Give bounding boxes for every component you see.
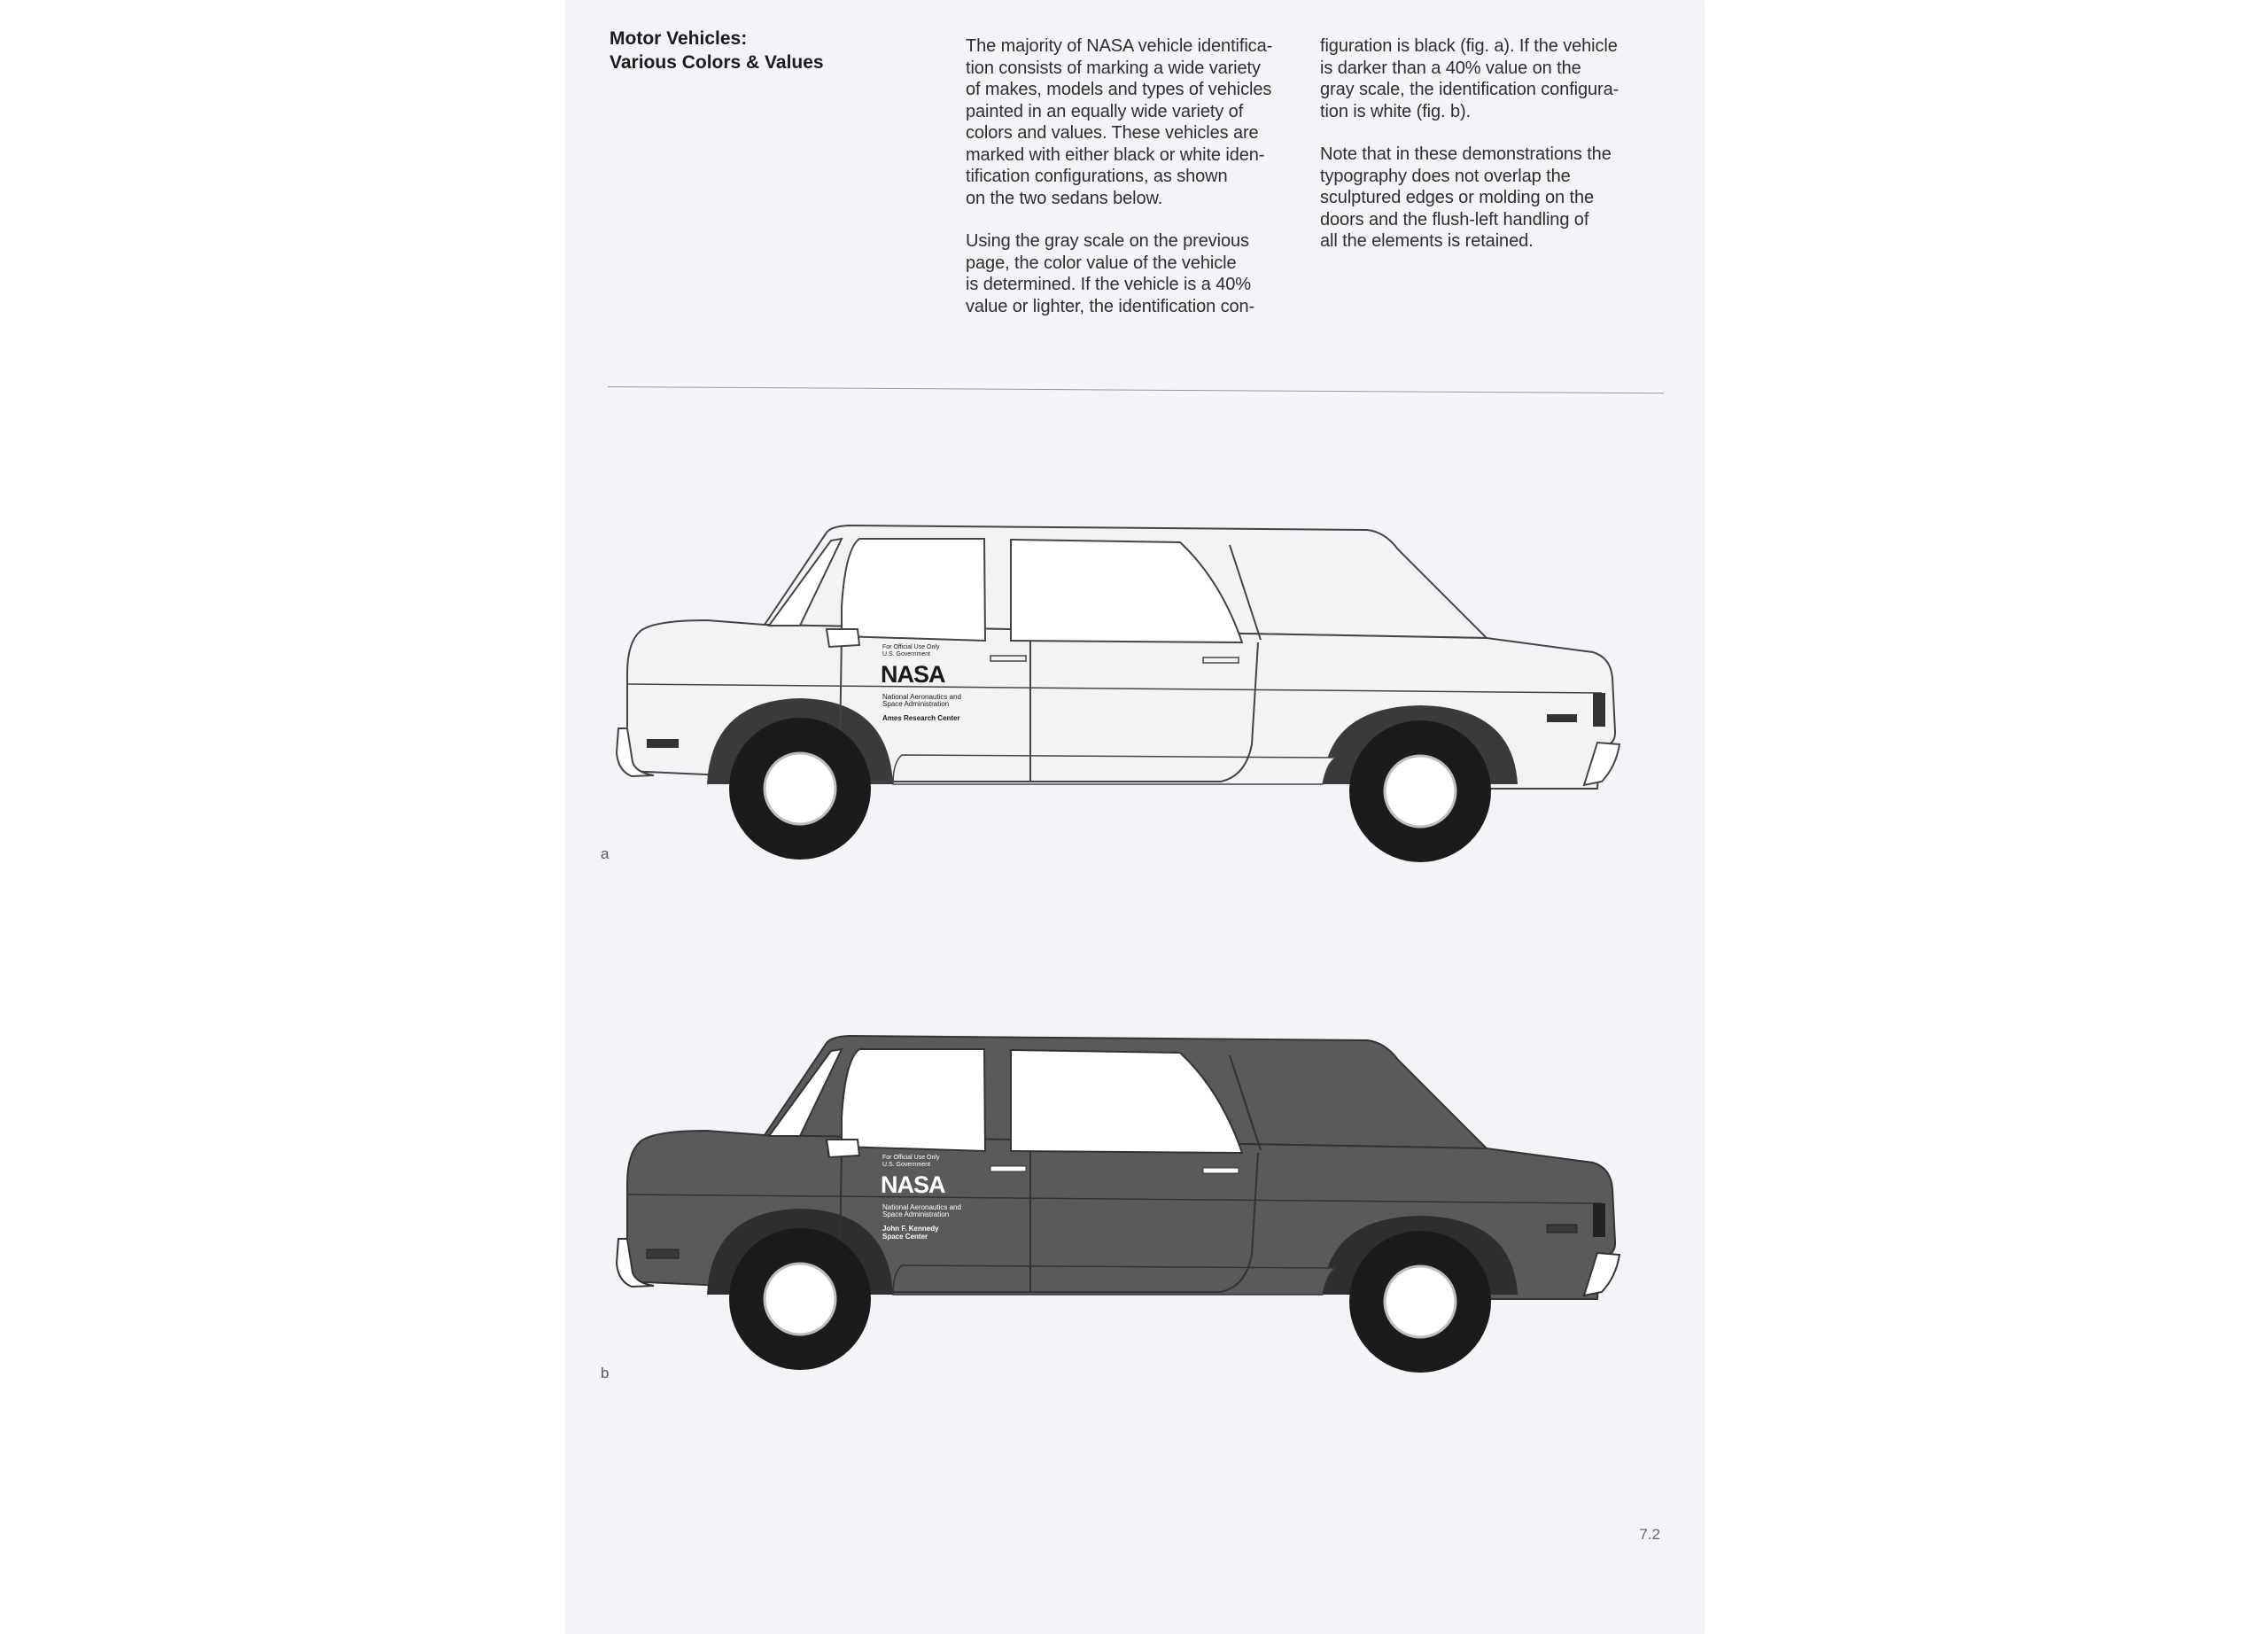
tail-light bbox=[1593, 693, 1605, 727]
body-column-1 bbox=[966, 35, 1311, 338]
tail-light bbox=[1593, 1203, 1605, 1237]
agency-line-2: Space Administration bbox=[882, 1210, 950, 1218]
text-line: painted in an equally wide variety of bbox=[966, 101, 1244, 121]
rocker-panel bbox=[893, 1265, 1336, 1295]
text-line: doors and the flush-left handling of bbox=[1320, 209, 1589, 230]
nasa-logo: NASA bbox=[881, 661, 945, 688]
front-window bbox=[842, 539, 985, 641]
nasa-logo: NASA bbox=[881, 1171, 945, 1198]
text-line: colors and values. These vehicles are bbox=[966, 123, 1259, 143]
body-column-2 bbox=[1320, 35, 1666, 274]
text-line: typography does not overlap the bbox=[1320, 166, 1571, 186]
agency-line-2: Space Administration bbox=[882, 700, 950, 708]
figure-label-a: a bbox=[601, 845, 610, 862]
text-line: tion is white (fig. b). bbox=[1320, 101, 1471, 121]
text-line: is darker than a 40% value on the bbox=[1320, 58, 1581, 78]
text-line: page, the color value of the vehicle bbox=[966, 253, 1237, 273]
side-mirror bbox=[827, 1140, 859, 1157]
text-line: all the elements is retained. bbox=[1320, 231, 1534, 251]
text-line: marked with either black or white iden- bbox=[966, 144, 1265, 165]
center-line-1: Ames Research Center bbox=[882, 714, 960, 722]
text-line: tification configurations, as shown bbox=[966, 167, 1228, 186]
official-use-line-2: U.S. Government bbox=[882, 1162, 931, 1168]
official-use-line-1: For Official Use Only bbox=[882, 644, 940, 650]
front-side-marker bbox=[647, 1249, 679, 1258]
text-line: figuration is black (fig. a). If the vehicle bbox=[1320, 36, 1618, 56]
official-use-line-2: U.S. Government bbox=[882, 651, 931, 657]
text-line: tion consists of marking a wide variety bbox=[966, 58, 1261, 78]
center-line-2: Space Center bbox=[882, 1233, 928, 1241]
side-mirror bbox=[827, 629, 859, 647]
col2-paragraph-2 bbox=[1320, 144, 1666, 253]
section-divider bbox=[608, 386, 1664, 393]
front-wheel bbox=[729, 1228, 871, 1370]
rocker-panel bbox=[893, 755, 1336, 784]
rear-wheel bbox=[1349, 1231, 1491, 1373]
rear-side-marker bbox=[1547, 1225, 1577, 1233]
text-line: sculptured edges or molding on the bbox=[1320, 188, 1595, 207]
agency-line-1: National Aeronautics and bbox=[882, 1203, 961, 1211]
agency-line-1: National Aeronautics and bbox=[882, 693, 961, 701]
front-door-handle bbox=[990, 1166, 1026, 1171]
col2-paragraph-1 bbox=[1320, 35, 1666, 122]
rear-side-marker bbox=[1547, 714, 1577, 722]
sedan-illustration-b bbox=[601, 1007, 1628, 1361]
page-heading bbox=[610, 27, 824, 74]
text-line: gray scale, the identification configura- bbox=[1320, 80, 1619, 99]
rear-wheel bbox=[1349, 720, 1491, 862]
manual-page bbox=[565, 0, 1705, 1634]
text-line: on the two sedans below. bbox=[966, 188, 1163, 208]
figure-label-b: b bbox=[601, 1365, 610, 1381]
rear-door-handle bbox=[1203, 1168, 1239, 1173]
official-use-line-1: For Official Use Only bbox=[882, 1155, 940, 1161]
sedan-illustration-a bbox=[601, 496, 1628, 851]
front-window bbox=[842, 1049, 985, 1151]
col1-paragraph-2 bbox=[966, 230, 1311, 317]
col1-paragraph-1 bbox=[966, 35, 1311, 209]
heading-line-2: Various Colors & Values bbox=[610, 52, 824, 73]
text-line: Using the gray scale on the previous bbox=[966, 231, 1249, 251]
text-line: value or lighter, the identification con- bbox=[966, 296, 1255, 316]
text-line: is determined. If the vehicle is a 40% bbox=[966, 275, 1251, 294]
text-line: of makes, models and types of vehicles bbox=[966, 80, 1272, 99]
center-line-1: John F. Kennedy bbox=[882, 1225, 939, 1233]
page-number: 7.2 bbox=[1639, 1526, 1660, 1543]
text-line: Note that in these demonstrations the bbox=[1320, 144, 1612, 164]
text-line: The majority of NASA vehicle identifica- bbox=[966, 36, 1273, 56]
front-wheel bbox=[729, 718, 871, 860]
heading-line-1: Motor Vehicles: bbox=[610, 28, 748, 49]
front-side-marker bbox=[647, 739, 679, 748]
